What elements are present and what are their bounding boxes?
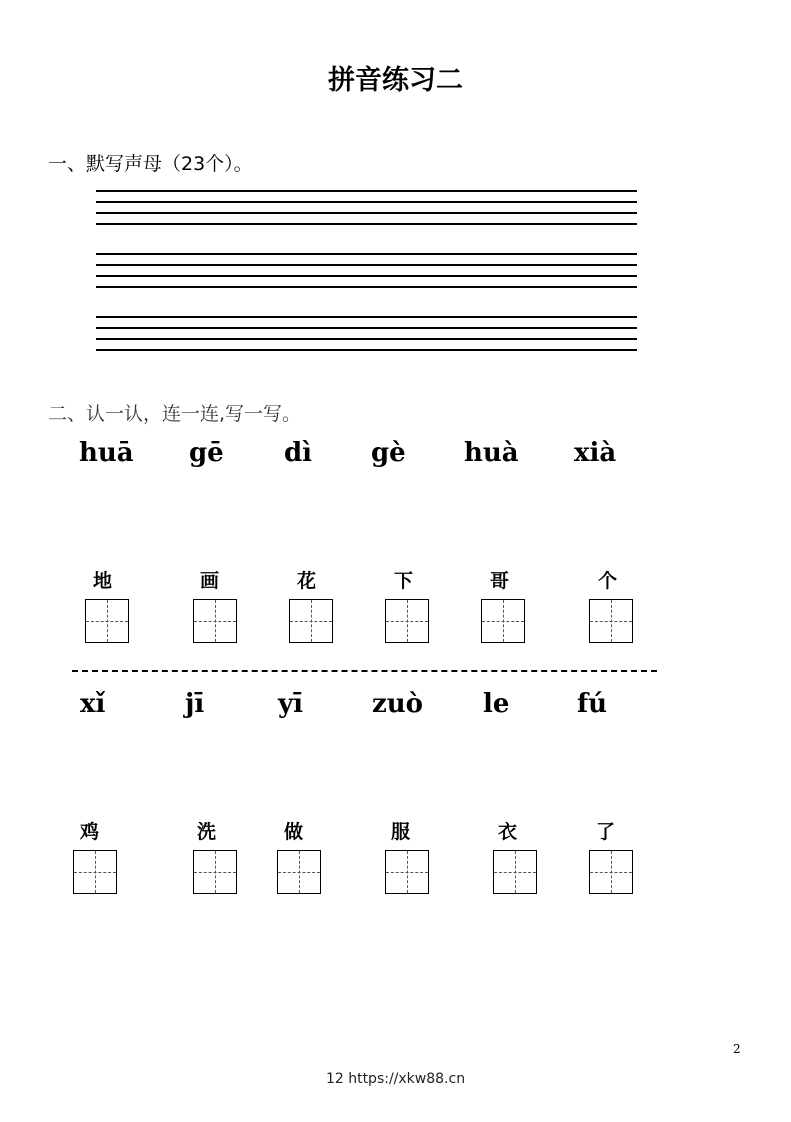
writing-staff-1[interactable] — [96, 190, 637, 234]
hanzi-label[interactable]: 画 — [200, 570, 220, 592]
writing-grid-box[interactable] — [589, 599, 633, 643]
writing-staff-2[interactable] — [96, 253, 637, 297]
pinyin-item[interactable]: xià — [574, 438, 617, 468]
page-number: 2 — [733, 1042, 741, 1056]
writing-grid-box[interactable] — [385, 599, 429, 643]
page-title: 拼音练习二 — [328, 65, 463, 96]
hanzi-label[interactable]: 服 — [391, 821, 411, 843]
hanzi-label[interactable]: 衣 — [498, 821, 518, 843]
footer-watermark: 12 https://xkw88.cn — [325, 1071, 466, 1087]
hanzi-label[interactable]: 做 — [284, 821, 304, 843]
writing-grid-box[interactable] — [493, 850, 537, 894]
writing-grid-box[interactable] — [589, 850, 633, 894]
writing-grid-box[interactable] — [289, 599, 333, 643]
pinyin-item[interactable]: yī — [278, 689, 303, 719]
pinyin-item[interactable]: xǐ — [80, 689, 106, 719]
hanzi-label[interactable]: 了 — [596, 821, 616, 843]
section-1-heading: 一、默写声母（23个）。 — [48, 153, 253, 175]
pinyin-item[interactable]: zuò — [372, 689, 424, 719]
section-2-heading: 二、认一认，连一连,写一写。 — [48, 403, 302, 425]
hanzi-label[interactable]: 哥 — [490, 570, 510, 592]
pinyin-item[interactable]: le — [483, 689, 510, 719]
writing-grid-box[interactable] — [481, 599, 525, 643]
hanzi-label[interactable]: 下 — [394, 570, 414, 592]
writing-grid-box[interactable] — [277, 850, 321, 894]
pinyin-item[interactable]: gē — [189, 438, 224, 468]
pinyin-item[interactable]: huà — [464, 438, 519, 468]
writing-grid-box[interactable] — [193, 599, 237, 643]
hanzi-label[interactable]: 地 — [93, 570, 113, 592]
hanzi-label[interactable]: 鸡 — [80, 821, 100, 843]
pinyin-item[interactable]: dì — [284, 438, 313, 468]
hanzi-label[interactable]: 花 — [297, 570, 317, 592]
writing-grid-box[interactable] — [385, 850, 429, 894]
writing-grid-box[interactable] — [193, 850, 237, 894]
writing-grid-box[interactable] — [85, 599, 129, 643]
hanzi-label[interactable]: 洗 — [197, 821, 217, 843]
pinyin-item[interactable]: jī — [185, 689, 205, 719]
writing-grid-box[interactable] — [73, 850, 117, 894]
pinyin-item[interactable]: huā — [79, 438, 134, 468]
dashed-divider — [72, 670, 657, 672]
pinyin-item[interactable]: gè — [371, 438, 406, 468]
pinyin-item[interactable]: fú — [577, 689, 608, 719]
writing-staff-3[interactable] — [96, 316, 637, 360]
hanzi-label[interactable]: 个 — [598, 570, 618, 592]
